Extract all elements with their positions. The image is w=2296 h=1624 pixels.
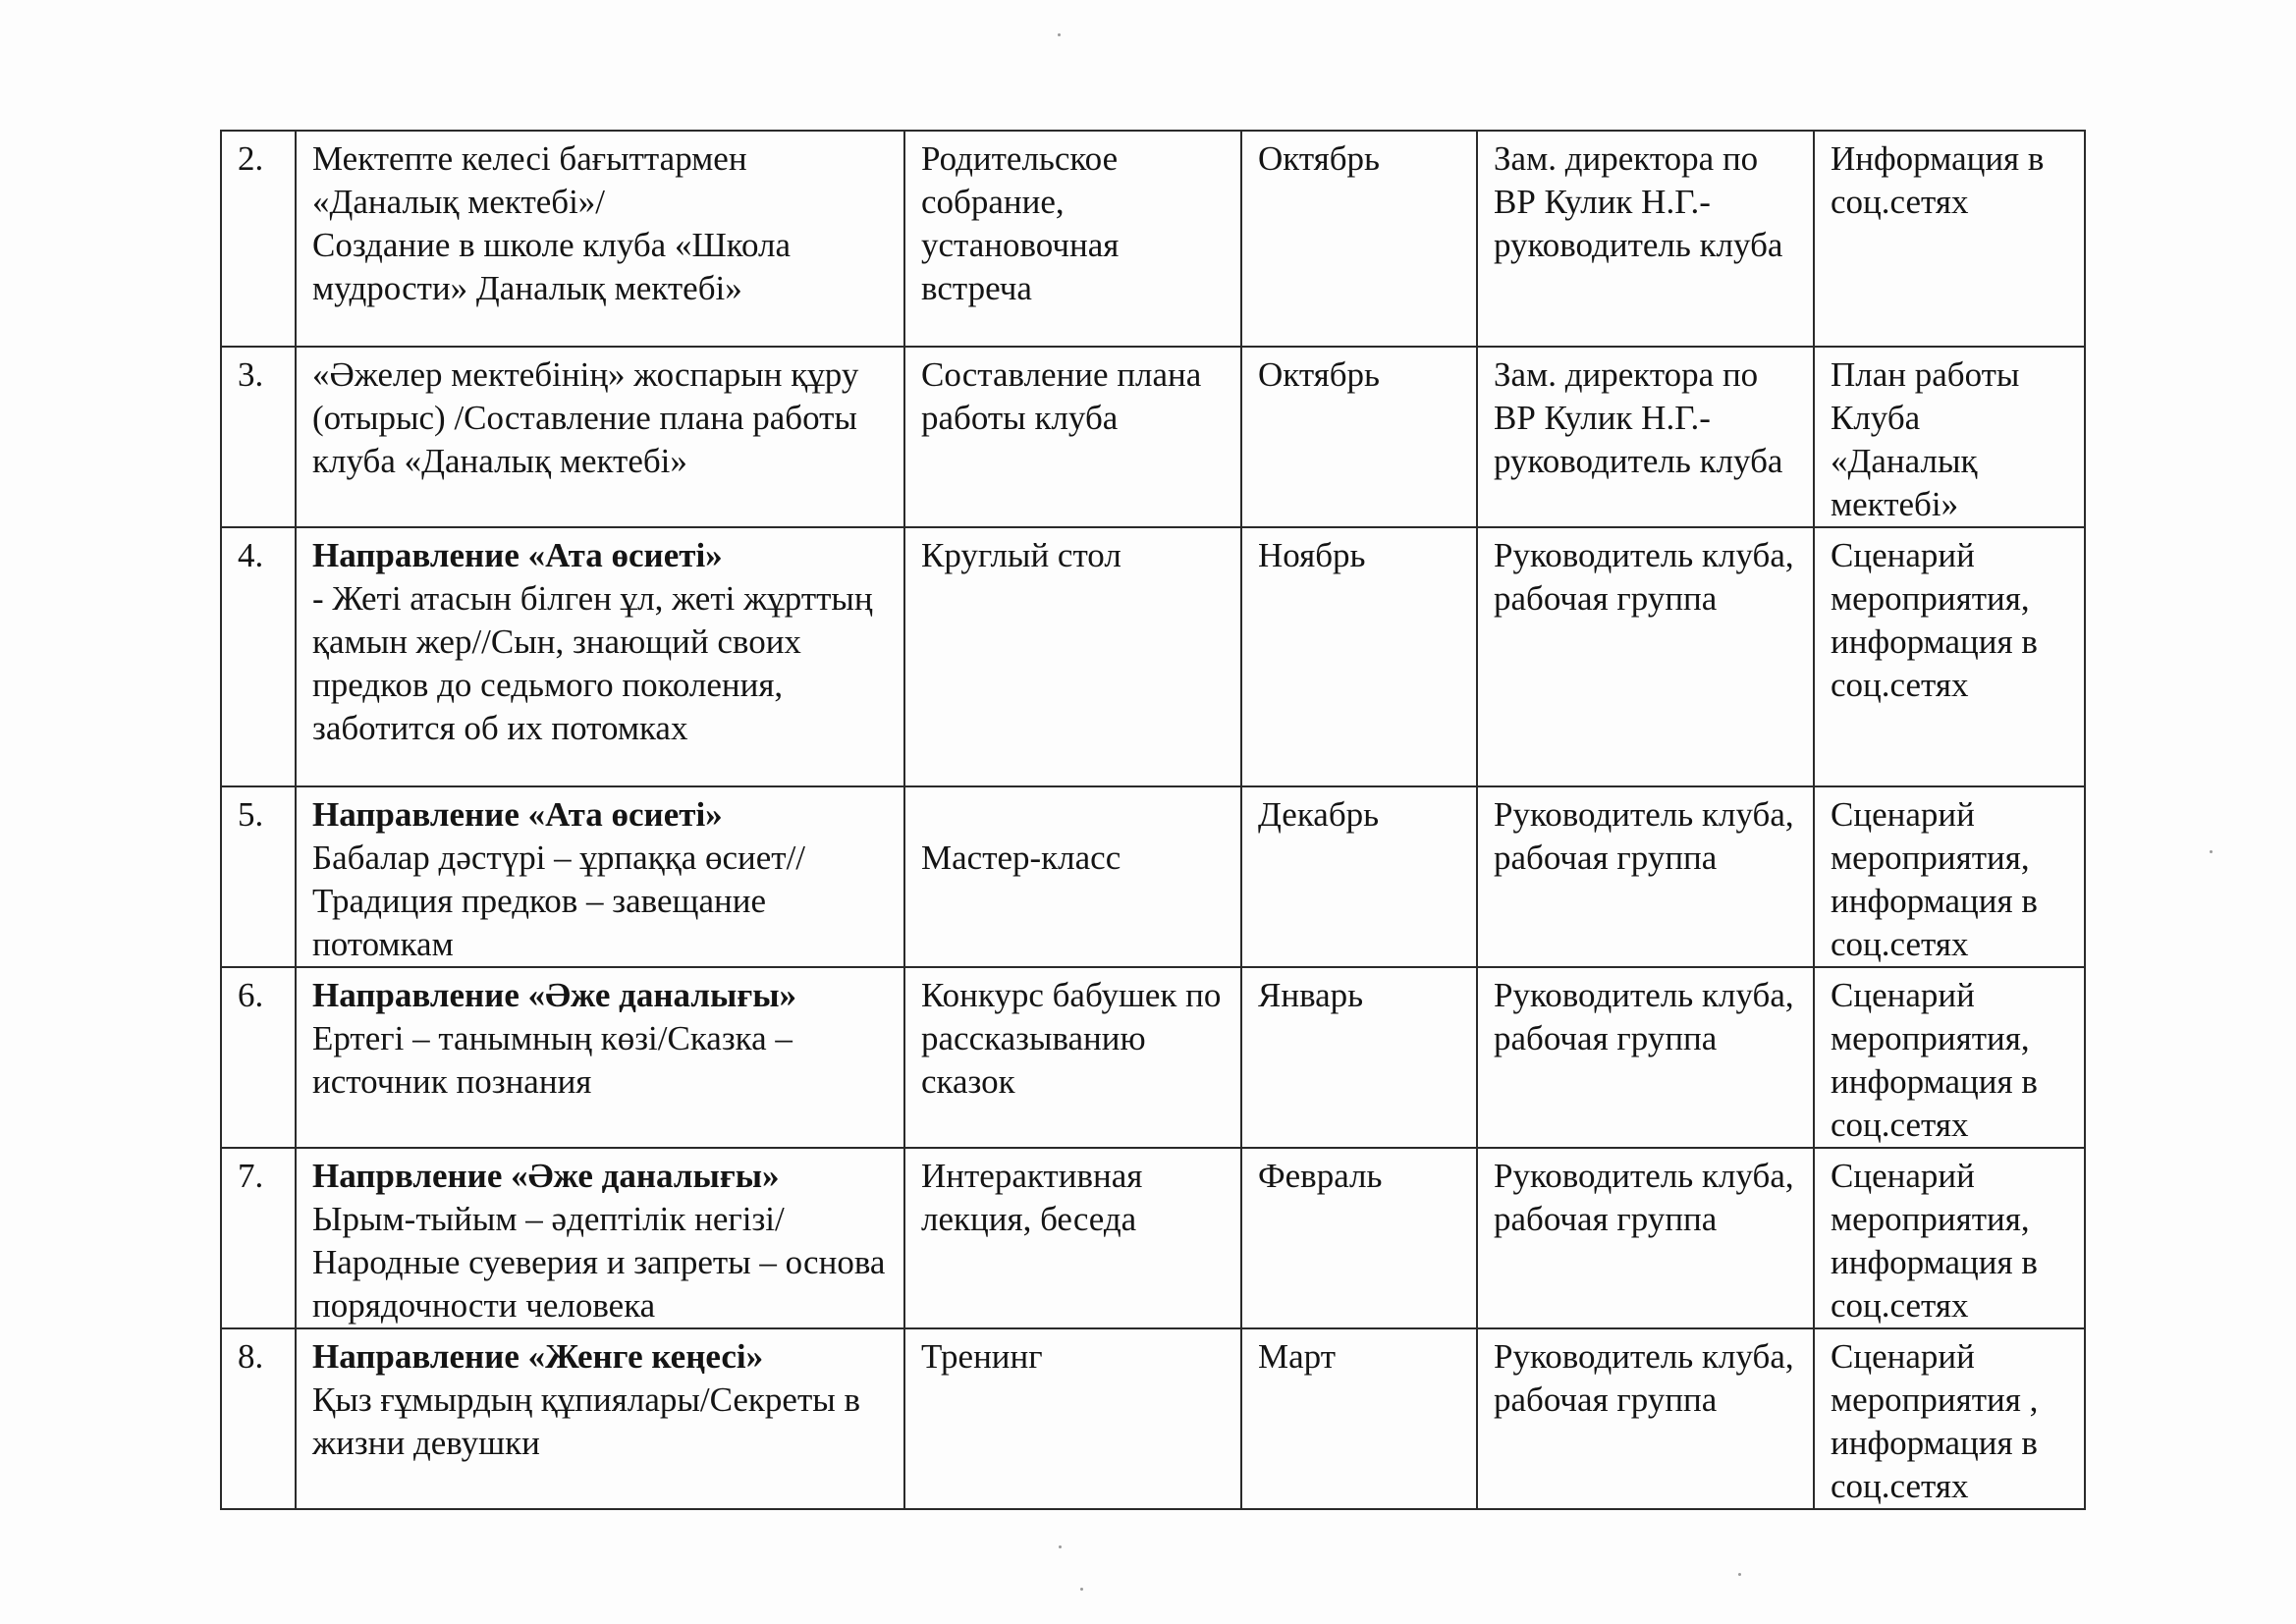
event-form-cell: Круглый стол	[904, 527, 1241, 786]
result-cell: Сценарий мероприятия, информация в соц.сетях	[1814, 967, 2085, 1148]
row-number: 8.	[221, 1328, 296, 1509]
result-cell: Информация в соц.сетях	[1814, 131, 2085, 347]
direction-title: Направление «Ата өсиеті»	[312, 536, 723, 574]
table-row	[221, 1148, 2085, 1328]
scan-speck	[1738, 1573, 1741, 1576]
event-form-cell: Интерактивная лекция, беседа	[904, 1148, 1241, 1328]
event-topic-text: Бабалар дәстүрі – ұрпаққа өсиет//Традиция предков – завещание потомкам	[312, 839, 806, 963]
event-topic-cell	[296, 131, 904, 347]
scan-speck	[1059, 1545, 1062, 1548]
event-month-cell: Февраль	[1241, 1148, 1477, 1328]
result-cell: Сценарий мероприятия, информация в соц.сетях	[1814, 1148, 2085, 1328]
table-row	[221, 786, 2085, 967]
event-month-cell: Октябрь	[1241, 347, 1477, 527]
table-row	[221, 1328, 2085, 1509]
row-number: 7.	[221, 1148, 296, 1328]
event-form-cell	[904, 786, 1241, 967]
direction-title: Направление «Әже даналығы»	[312, 976, 797, 1014]
event-month-cell: Декабрь	[1241, 786, 1477, 967]
scan-speck	[1058, 33, 1061, 36]
event-topic-text: Қыз ғұмырдың құпиялары/Секреты в жизни девушки	[312, 1380, 861, 1462]
responsible-cell: Руководитель клуба, рабочая группа	[1477, 786, 1814, 967]
event-form-cell: Родительское собрание, установочная встреча	[904, 131, 1241, 347]
direction-title: Направление «Женге кеңесі»	[312, 1337, 764, 1376]
direction-title: Направление «Ата өсиеті»	[312, 795, 723, 834]
event-topic-cell	[296, 1148, 904, 1328]
event-month-cell: Ноябрь	[1241, 527, 1477, 786]
event-form-cell: Составление плана работы клуба	[904, 347, 1241, 527]
event-topic-text: - Жеті атасын білген ұл, жеті жұрттың қамын жер//Сын, знающий своих предков до седьмого поколения, заботится об их потомках	[312, 579, 873, 747]
direction-title: Напрвление «Әже даналығы»	[312, 1157, 780, 1195]
event-topic-text: «Әжелер мектебінің» жоспарын құру (отырыс) /Составление плана работы клуба «Даналық мектебі»	[312, 355, 859, 480]
result-cell: План работы Клуба «Даналық мектебі»	[1814, 347, 2085, 527]
row-number: 2.	[221, 131, 296, 347]
event-topic-text: Ертегі – танымның көзі/Сказка – источник познания	[312, 1019, 793, 1101]
row-number: 4.	[221, 527, 296, 786]
result-cell: Сценарий мероприятия , информация в соц.сетях	[1814, 1328, 2085, 1509]
event-topic-text: Ырым-тыйым – әдептілік негізі/Народные суеверия и запреты – основа порядочности человека	[312, 1200, 886, 1325]
row-number: 6.	[221, 967, 296, 1148]
event-form-cell: Конкурс бабушек по рассказыванию сказок	[904, 967, 1241, 1148]
event-month-cell: Март	[1241, 1328, 1477, 1509]
responsible-cell: Руководитель клуба, рабочая группа	[1477, 527, 1814, 786]
event-topic-cell	[296, 967, 904, 1148]
event-form-text: Мастер-класс	[921, 839, 1121, 877]
row-number: 3.	[221, 347, 296, 527]
event-topic-text: Мектепте келесі бағыттармен «Даналық мектебі»/ Создание в школе клуба «Школа мудрости» Даналық мектебі»	[312, 139, 792, 307]
event-topic-cell	[296, 1328, 904, 1509]
event-month-cell: Октябрь	[1241, 131, 1477, 347]
result-cell: Сценарий мероприятия, информация в соц.сетях	[1814, 527, 2085, 786]
scan-speck	[1080, 1588, 1083, 1591]
table-row	[221, 967, 2085, 1148]
table-row	[221, 527, 2085, 786]
responsible-cell: Зам. директора по ВР Кулик Н.Г.- руководитель клуба	[1477, 347, 1814, 527]
table-row	[221, 347, 2085, 527]
event-topic-cell	[296, 527, 904, 786]
event-form-cell: Тренинг	[904, 1328, 1241, 1509]
row-number: 5.	[221, 786, 296, 967]
event-topic-cell	[296, 347, 904, 527]
event-topic-cell	[296, 786, 904, 967]
responsible-cell: Зам. директора по ВР Кулик Н.Г.- руководитель клуба	[1477, 131, 1814, 347]
event-month-cell: Январь	[1241, 967, 1477, 1148]
table-row	[221, 131, 2085, 347]
club-plan-table	[220, 130, 2086, 1510]
responsible-cell: Руководитель клуба, рабочая группа	[1477, 1328, 1814, 1509]
responsible-cell: Руководитель клуба, рабочая группа	[1477, 1148, 1814, 1328]
scan-speck	[2210, 850, 2213, 853]
responsible-cell: Руководитель клуба, рабочая группа	[1477, 967, 1814, 1148]
result-cell: Сценарий мероприятия, информация в соц.сетях	[1814, 786, 2085, 967]
